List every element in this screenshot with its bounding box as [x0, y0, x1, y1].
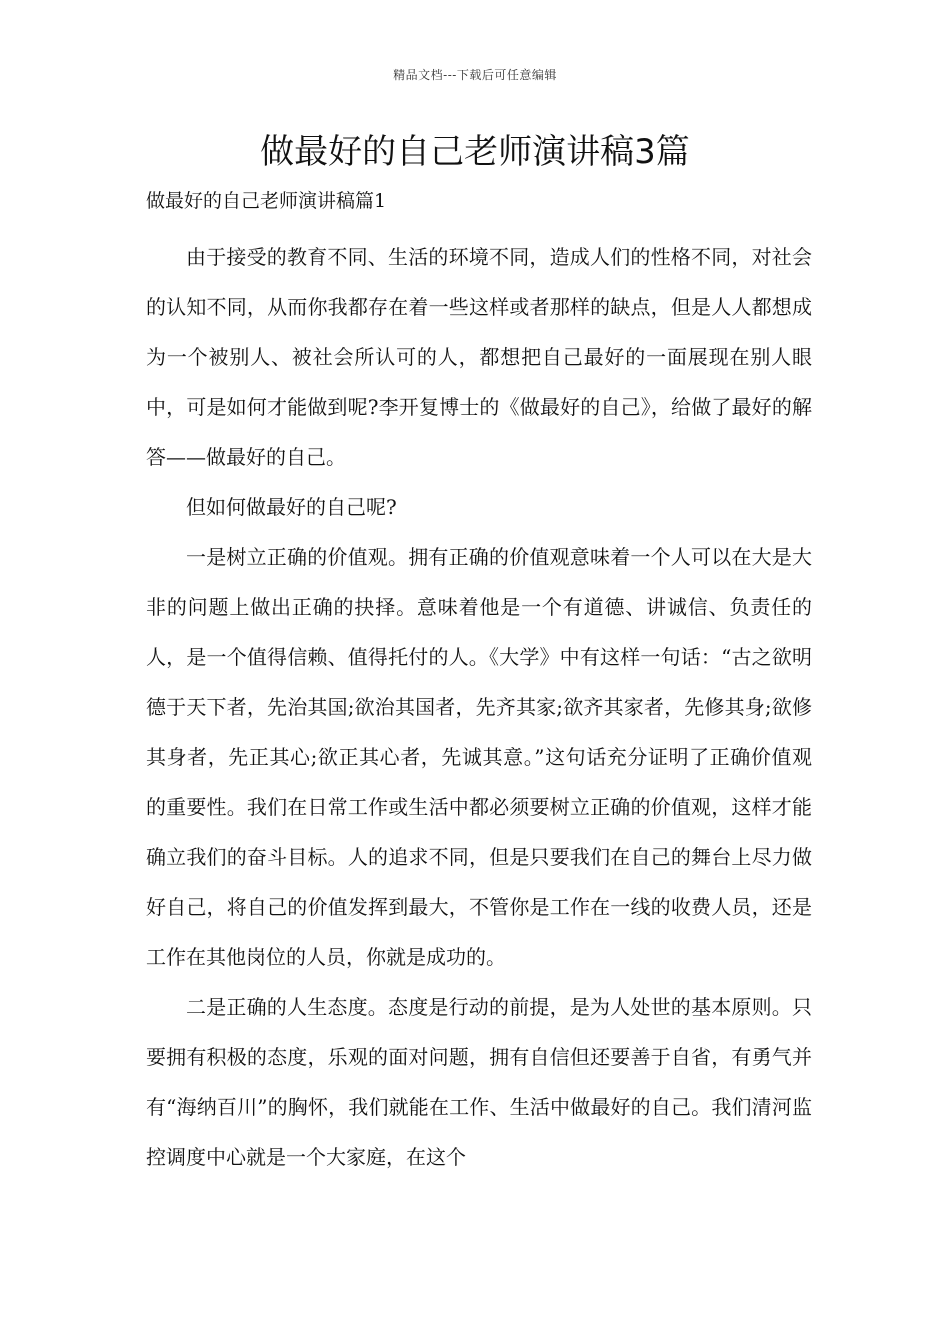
paragraph-1: 由于接受的教育不同、生活的环境不同，造成人们的性格不同，对社会的认知不同，从而你我都存在着一些这样或者那样的缺点，但是人人都想成为一个被别人、被社会所认可的人，都想把自己最好的一面展现在别人眼中，可是如何才能做到呢?李开复博士的《做最好的自己》，给做了最好的解答——做最好的自己。	[146, 245, 812, 469]
paragraph-4: 二是正确的人生态度。态度是行动的前提，是为人处世的基本原则。只要拥有积极的态度，乐观的面对问题，拥有自信但还要善于自省，有勇气并有“海纳百川”的胸怀，我们就能在工作、生活中做最好的自己。我们清河监控调度中心就是一个大家庭，在这个	[146, 995, 812, 1169]
section-heading: 做最好的自己老师演讲稿篇1	[146, 190, 387, 212]
paragraph-3: 一是树立正确的价值观。拥有正确的价值观意味着一个人可以在大是大非的问题上做出正确的抉择。意味着他是一个有道德、讲诚信、负责任的人，是一个值得信赖、值得托付的人。《大学》中有这样一句话：“古之欲明德于天下者，先治其国;欲治其国者，先齐其家;欲齐其家者，先修其身;欲修其身者，先正其心;欲正其心者，先诚其意。”这句话充分证明了正确价值观的重要性。我们在日常工作或生活中都必须要树立正确的价值观，这样才能确立我们的奋斗目标。人的追求不同，但是只要我们在自己的舞台上尽力做好自己，将自己的价值发挥到最大，不管你是工作在一线的收费人员，还是工作在其他岗位的人员，你就是成功的。	[146, 545, 812, 969]
paragraph-2: 但如何做最好的自己呢?	[186, 495, 397, 519]
header-note: 精品文档---下载后可任意编辑	[393, 68, 557, 82]
document-title: 做最好的自己老师演讲稿3篇	[260, 132, 690, 172]
body-text	[146, 232, 812, 1182]
